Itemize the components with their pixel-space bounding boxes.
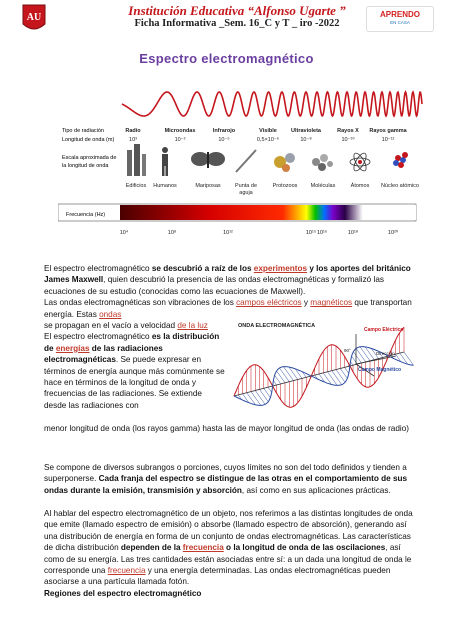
school-logo-text: AU bbox=[26, 12, 42, 23]
radiation-type-5: Rayos X bbox=[337, 128, 359, 134]
scale-object-6: Átomos bbox=[350, 183, 370, 189]
frequency-6: 10²⁰ bbox=[387, 230, 399, 236]
em-wave-figure bbox=[224, 318, 420, 430]
radiation-type-1: Microondas bbox=[164, 128, 196, 134]
m-field-hatch bbox=[332, 371, 342, 385]
section-heading: Regiones del espectro electromagnético bbox=[44, 588, 202, 598]
institution-name: Institución Educativa “Alfonso Ugarte ” bbox=[128, 3, 346, 18]
link-frecuencia-1[interactable]: frecuencia bbox=[182, 543, 224, 553]
scale-object-3-a: Punta de bbox=[234, 183, 258, 189]
m-field-hatch bbox=[275, 375, 281, 384]
em-wave-title: ONDA ELECTROMAGNÉTICA bbox=[238, 323, 316, 329]
atom-icon bbox=[350, 151, 370, 172]
school-logo bbox=[22, 4, 46, 34]
angle-label: 90° bbox=[344, 348, 351, 353]
wavelength-1: 10⁻² bbox=[174, 137, 186, 143]
radiation-type-6: Rayos gamma bbox=[369, 128, 407, 134]
m-field-hatch bbox=[255, 391, 265, 405]
frequency-3: 10¹⁵ bbox=[305, 230, 317, 236]
paragraph-1: El espectro electromagnético se descubrió a raíz de los experimentos y los aportes del británico James Maxwell, quien descubrió la presencia de las ondas electromagnéticas y formalizó las ecuaciones de su estudio (conocidas como las ecuaciones de Maxwell). Las ondas electromagnéticas son vibraciones de los campos eléctricos y magnéticos que transportan energía. Estas ondas bbox=[44, 264, 412, 319]
figure-left-labels bbox=[62, 128, 116, 218]
wavelength-2: 10⁻⁵ bbox=[218, 137, 230, 143]
link-experimentos[interactable]: experimentos bbox=[253, 264, 308, 273]
aprendo-logo-sub: EN CASA bbox=[390, 20, 410, 25]
label-tipo: Tipo de radiación bbox=[62, 128, 104, 134]
m-field-hatch bbox=[353, 352, 361, 363]
butterfly-icon bbox=[191, 152, 225, 168]
dir-arrow bbox=[356, 356, 396, 364]
paragraph-2b: menor longitud de onda (los rayos gamma) hasta las de mayor longitud de onda (las ondas de radio) bbox=[44, 424, 410, 433]
frequency-2: 10¹² bbox=[223, 230, 233, 236]
needle-icon bbox=[236, 150, 256, 172]
m-field-hatch bbox=[356, 348, 366, 361]
wavelength-values bbox=[129, 136, 394, 143]
m-field-hatch bbox=[279, 368, 289, 382]
spectrum-bar bbox=[120, 205, 416, 220]
campo-electrico-label: Campo Eléctrico bbox=[364, 327, 404, 333]
scale-icons bbox=[127, 144, 408, 176]
m-field-hatch bbox=[284, 367, 294, 381]
campo-magnetico-label: Campo Magnético bbox=[358, 367, 402, 373]
label-frecuencia: Frecuencia (Hz) bbox=[66, 212, 106, 218]
m-field-hatch bbox=[352, 356, 358, 364]
paragraph-3: Se compone de diversos subrangos o porciones, cuyos límites no son del todo definidos y tienden a superponerse. Cada franja del espectro se distingue de las otras en el comportamiento de sus ondas durante la emisión, transmisión y absorción, así como en sus aplicaciones prácticas. bbox=[44, 463, 408, 495]
radiation-type-0: Radio bbox=[125, 128, 141, 134]
spectrum-figure bbox=[58, 84, 428, 242]
radiation-type-2: Infrarojo bbox=[212, 128, 236, 134]
direccion-label: Dirección bbox=[376, 351, 395, 356]
label-escala-2: la longitud de onda bbox=[62, 163, 109, 169]
radiation-types bbox=[125, 128, 407, 134]
m-field-hatch bbox=[251, 392, 261, 406]
m-field-hatch bbox=[336, 370, 345, 383]
paragraph-2: se propagan en el vacío a velocidad de la luz El espectro electromagnético es la distribución de energías de las radiaciones electromagnéticas. Se puede expresar en términos de energía aunque más comúnmente se hace en términos de la longitud de onda y frecuencias de las radiaciones. Se extiende desde las radiaciones con bbox=[44, 321, 225, 410]
wavelength-4: 10⁻⁸ bbox=[300, 137, 312, 143]
wavelength-6: 10⁻¹² bbox=[381, 137, 395, 143]
paragraph-4: Al hablar del espectro electromagnético de un objeto, nos referimos a las distintas longitudes de onda que emite (llamado espectro de emisión) o absorbe (llamado espectro de absorción), generando así una distribución de energía en forma de un conjunto de ondas electromagnéticas. Las características de dicha distribución dependen de la frecuencia o la longitud de onda de las oscilaciones, así como de su energía. Las tres cantidades están asociadas entre sí: a un dada una longitud de onda le corresponde una frecuencia y una energía determinadas. Las ondas electromagnéticas pueden asociarse a una partícula llamada fotón. Regiones del espectro electromagnético bbox=[44, 509, 413, 598]
radiation-type-3: Visible bbox=[259, 128, 277, 134]
frequency-values bbox=[120, 229, 399, 236]
protozoa-icon bbox=[274, 153, 295, 172]
frequency-4: 10¹⁶ bbox=[316, 230, 328, 236]
link-campos-electricos[interactable]: campos eléctricos bbox=[236, 298, 302, 308]
link-magneticos[interactable]: magnéticos bbox=[310, 298, 353, 308]
frequency-5: 10¹⁸ bbox=[347, 230, 359, 236]
link-energias[interactable]: energías bbox=[55, 343, 90, 353]
scale-object-1: Humanos bbox=[153, 183, 177, 189]
wave-curve bbox=[122, 92, 422, 116]
scale-object-2: Mariposas bbox=[195, 183, 221, 189]
human-icon bbox=[162, 147, 168, 176]
link-ondas[interactable]: ondas bbox=[99, 309, 122, 319]
page-title: Espectro electromagnético bbox=[139, 51, 314, 66]
label-escala-1: Escala aproximada de bbox=[62, 155, 117, 161]
aprendo-logo bbox=[366, 6, 434, 32]
m-field-hatch bbox=[268, 387, 272, 392]
scale-object-4: Protozoos bbox=[272, 183, 298, 189]
scale-object-0: Edificios bbox=[125, 183, 147, 189]
scale-object-5: Moléculas bbox=[310, 183, 336, 189]
scale-object-3-b: aguja bbox=[239, 190, 253, 196]
nucleus-icon bbox=[393, 152, 408, 168]
wavelength-0: 10³ bbox=[129, 137, 137, 143]
aprendo-logo-text: APRENDO bbox=[379, 10, 420, 19]
m-field-hatch bbox=[260, 389, 269, 401]
buildings-icon bbox=[127, 144, 146, 176]
m-field-hatch bbox=[277, 371, 285, 383]
label-longitud: Longitud de onda (m) bbox=[62, 137, 115, 143]
m-field-hatch bbox=[247, 393, 256, 405]
frequency-1: 10⁸ bbox=[167, 230, 177, 236]
link-luz[interactable]: de la luz bbox=[177, 321, 208, 330]
m-field-hatch bbox=[264, 388, 271, 397]
sheet-subtitle: Ficha Informativa _Sem. 16_C y T _ iro -2022 bbox=[134, 18, 340, 29]
scale-object-labels bbox=[126, 182, 419, 196]
m-field-hatch bbox=[273, 381, 276, 385]
wavelength-3: 0,5×10⁻⁶ bbox=[256, 137, 280, 143]
frequency-0: 10⁴ bbox=[119, 230, 129, 236]
m-field-hatch bbox=[345, 367, 349, 373]
m-field-hatch bbox=[360, 347, 370, 361]
scale-object-7: Núcleo atómico bbox=[381, 183, 419, 189]
radiation-type-4: Ultravioleta bbox=[291, 128, 321, 134]
wavelength-5: 10⁻¹⁰ bbox=[341, 137, 355, 143]
link-frecuencia-2[interactable]: frecuencia bbox=[107, 566, 146, 576]
molecule-icon bbox=[312, 154, 333, 171]
